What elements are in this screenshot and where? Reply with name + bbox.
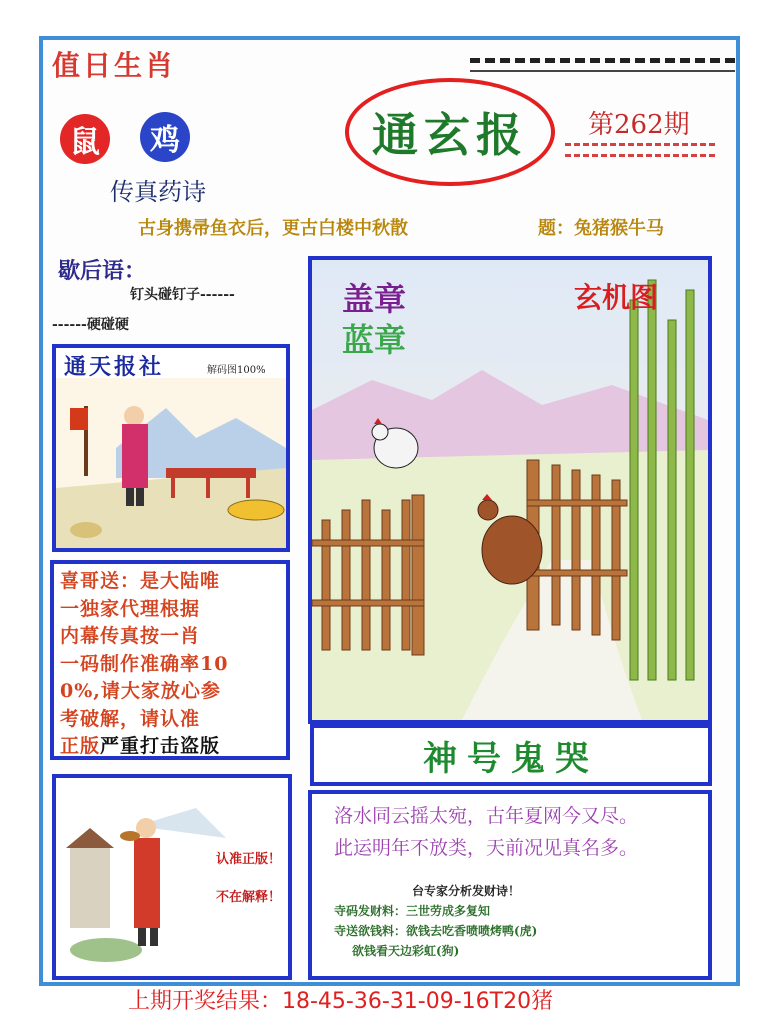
last-draw-result: 上期开奖结果：18-45-36-31-09-16T20猪 xyxy=(128,989,554,1014)
tongtian-tag: 解码图100% xyxy=(204,360,269,377)
masthead xyxy=(345,78,555,186)
top-rule xyxy=(470,70,735,72)
xigesong-line: 内幕传真按一肖 xyxy=(60,625,201,647)
xuanji-title: 玄机图 xyxy=(574,281,659,314)
stamp-label-1: 盖章 xyxy=(342,280,407,318)
bottom-poem-line-2: 此运明年不放类，天前况见真名多。 xyxy=(334,837,639,859)
xiehouyu-label: 歇后语： xyxy=(58,258,147,284)
issue-number: 第262期 xyxy=(588,110,690,140)
zodiac-badge-rooster: 鸡 xyxy=(140,112,190,162)
xigesong-panel xyxy=(50,560,290,760)
top-dashed-line xyxy=(470,58,735,63)
bottom-poem-line-1: 洛水同云摇太宛，古年夏网今又尽。 xyxy=(334,805,639,827)
masthead-title: 通玄报 xyxy=(372,108,528,162)
xigesong-antipiracy: 严重打击盗版 xyxy=(100,735,221,757)
xigesong-line: 0%,请大家放心参 xyxy=(60,680,221,702)
xigesong-line: 喜哥送：是大陆唯 xyxy=(60,570,221,592)
issue-underline xyxy=(565,143,715,157)
poem-line: 古身携帚鱼衣后，更古白楼中秋散 xyxy=(138,218,408,239)
expert-subtitle: 台专家分析发财诗！ xyxy=(412,884,521,898)
bottom-poem xyxy=(334,800,638,864)
renzhun-panel xyxy=(52,774,292,980)
xigesong-line: 一独家代理根据 xyxy=(60,597,201,620)
xigesong-zhengban: 正版 xyxy=(60,735,101,757)
expert-line-3: 欲钱看天边彩虹(狗) xyxy=(352,944,460,958)
expert-line-2: 寺送欲钱料：欲钱去吃香喷喷烤鸭(虎) xyxy=(334,924,538,938)
xigesong-line: 一码制作准确率10 xyxy=(60,652,229,675)
renzhun-line-2: 不在解释！ xyxy=(216,890,282,905)
bottom-poem-panel xyxy=(308,790,712,980)
stamp-label-2: 蓝章 xyxy=(342,321,407,359)
xuanji-scene-panel xyxy=(308,256,712,724)
tongtian-panel xyxy=(52,344,290,552)
xigesong-line-last xyxy=(60,733,280,761)
chuanzhen-label: 传真药诗 xyxy=(110,178,206,206)
renzhun-line-1: 认准正版！ xyxy=(216,852,282,867)
xiehouyu-line-2: ------硬碰硬 xyxy=(52,317,129,333)
poem-riddle: 题：兔猪猴牛马 xyxy=(538,218,664,239)
xiehouyu-line-1: 钉头碰钉子------ xyxy=(130,287,235,303)
shenhao-panel xyxy=(310,724,712,786)
zhiri-label: 值日生肖 xyxy=(52,49,177,82)
scholar-illustration xyxy=(56,778,288,976)
tongtian-title: 通天报社 xyxy=(64,354,165,380)
expert-line-1: 寺码发财料：三世劳成多复知 xyxy=(334,904,491,918)
shenhao-text: 神号鬼哭 xyxy=(423,738,599,779)
zodiac-badge-rat: 鼠 xyxy=(60,114,110,164)
xigesong-line: 考破解，请认准 xyxy=(60,707,201,730)
